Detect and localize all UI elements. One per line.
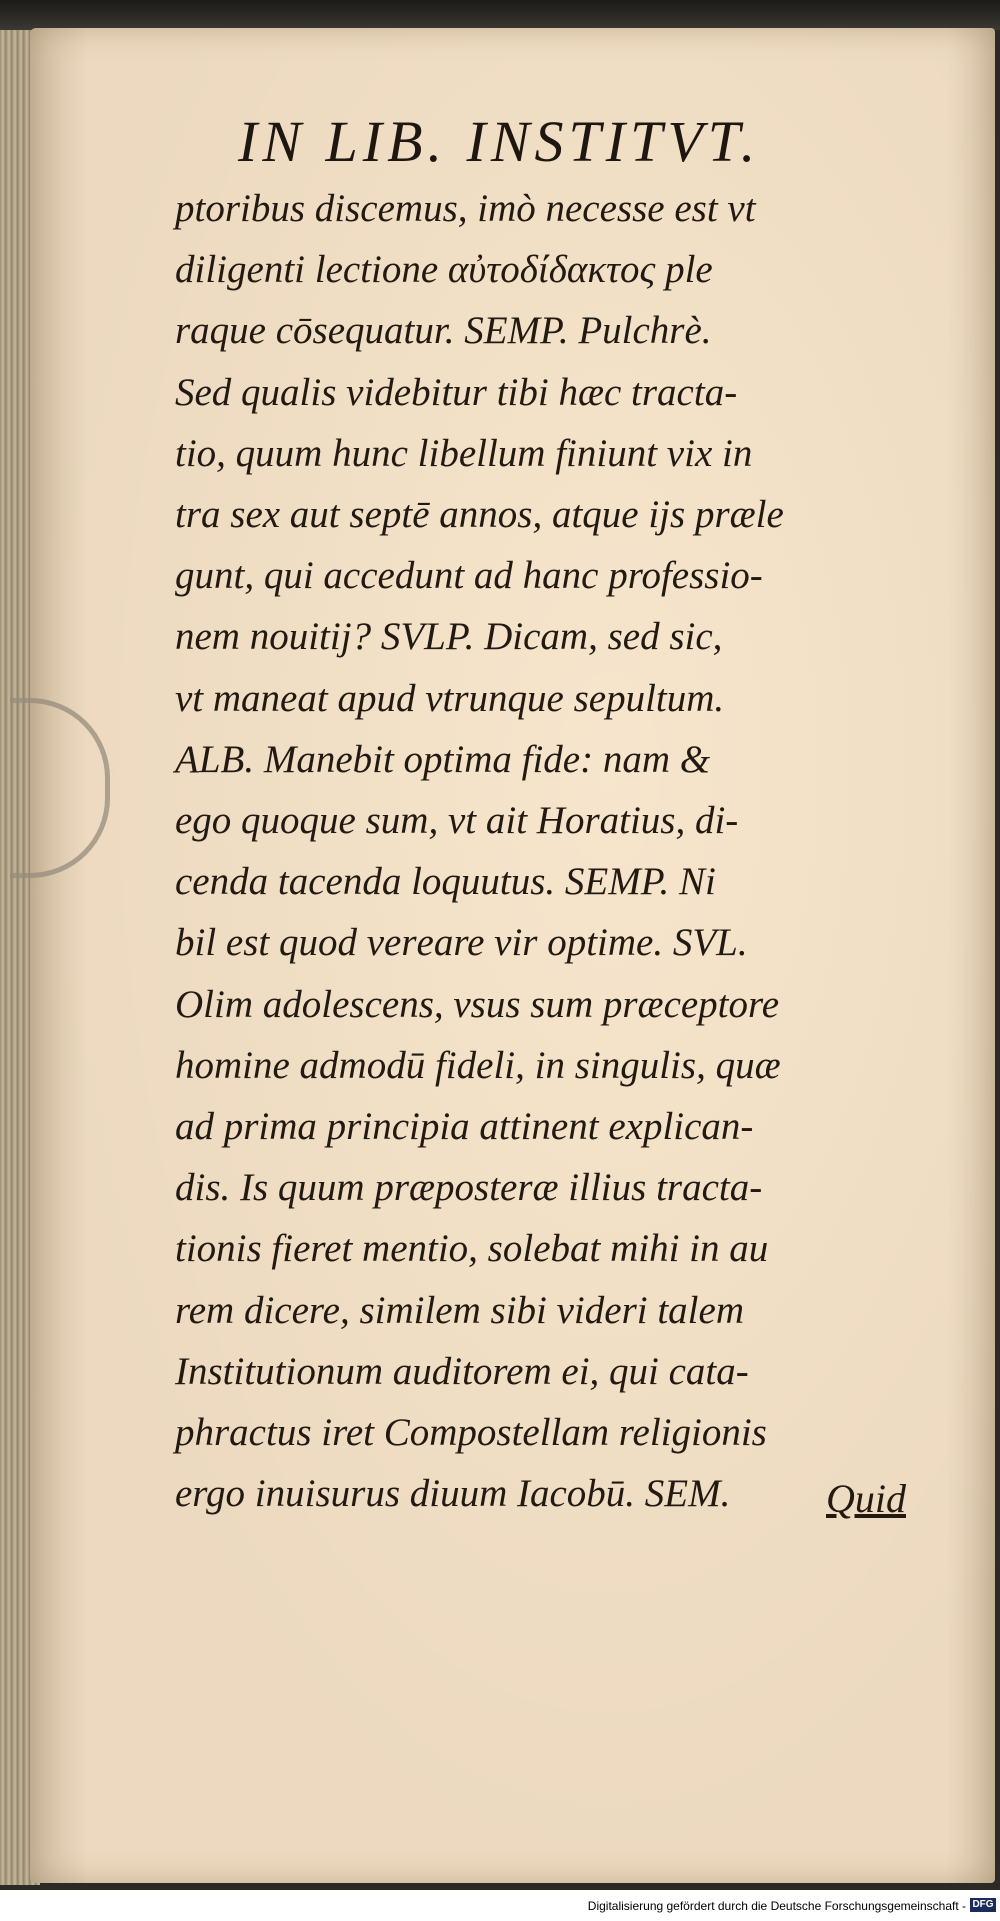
text-line: tra sex aut septē annos, atque ijs præle (175, 493, 784, 537)
text-line: cenda tacenda loquutus. SEMP. Ni (175, 860, 716, 904)
text-line: dis. Is quum præposteræ illius tracta- (175, 1166, 763, 1210)
running-head: IN LIB. INSTITVT. (238, 109, 761, 174)
text-line: rem dicere, similem sibi videri talem (175, 1288, 744, 1332)
text-line: homine admodū fideli, in singulis, quæ (175, 1043, 781, 1087)
text-line: tio, quum hunc libellum finiunt vix in (175, 431, 753, 475)
text-line: gunt, qui accedunt ad hanc professio- (175, 554, 763, 598)
text-line: Sed qualis videbitur tibi hæc tracta- (175, 370, 738, 414)
text-line: bil est quod verеare vir optime. SVL. (175, 921, 748, 965)
text-line: diligenti lectione αὐτοδίδακτος ple (175, 248, 713, 292)
text-line: tionis fieret mentio, solebat mihi in au (175, 1227, 769, 1271)
text-line: ad prima principia attinent explican- (175, 1105, 754, 1149)
text-line: phractus iret Compostellam religionis (175, 1411, 767, 1455)
dfg-logo: DFG (970, 1898, 996, 1912)
body-text (175, 178, 935, 1524)
text-line: Olim adolescens, vsus sum præceptore (175, 982, 780, 1026)
text-line: ergo inuisurus diuum Iacobū. SEM. (175, 1472, 731, 1516)
scan-background-top (0, 0, 1000, 30)
text-line: raque cōsequatur. SEMP. Pulchrè. (175, 309, 712, 353)
catchword: Quid (826, 1476, 906, 1521)
text-line: nem nouitij? SVLP. Dicam, sed sic, (175, 615, 723, 659)
text-line: ptoribus discemus, imò necesse est vt (175, 187, 756, 230)
page-clip (10, 698, 110, 878)
text-line: Institutionum auditorem ei, qui cata- (175, 1349, 749, 1393)
funding-credit: Digitalisierung gefördert durch die Deutsche Forschungsgemeinschaft - (587, 1899, 966, 1913)
text-line: ALB. Manebit optima fide: nam & (175, 737, 711, 781)
text-line: vt maneat apud vtrunque sepultum. (175, 676, 725, 720)
digitization-footer (0, 1890, 1000, 1921)
text-line: ego quoque sum, vt ait Horatius, di- (175, 799, 739, 843)
